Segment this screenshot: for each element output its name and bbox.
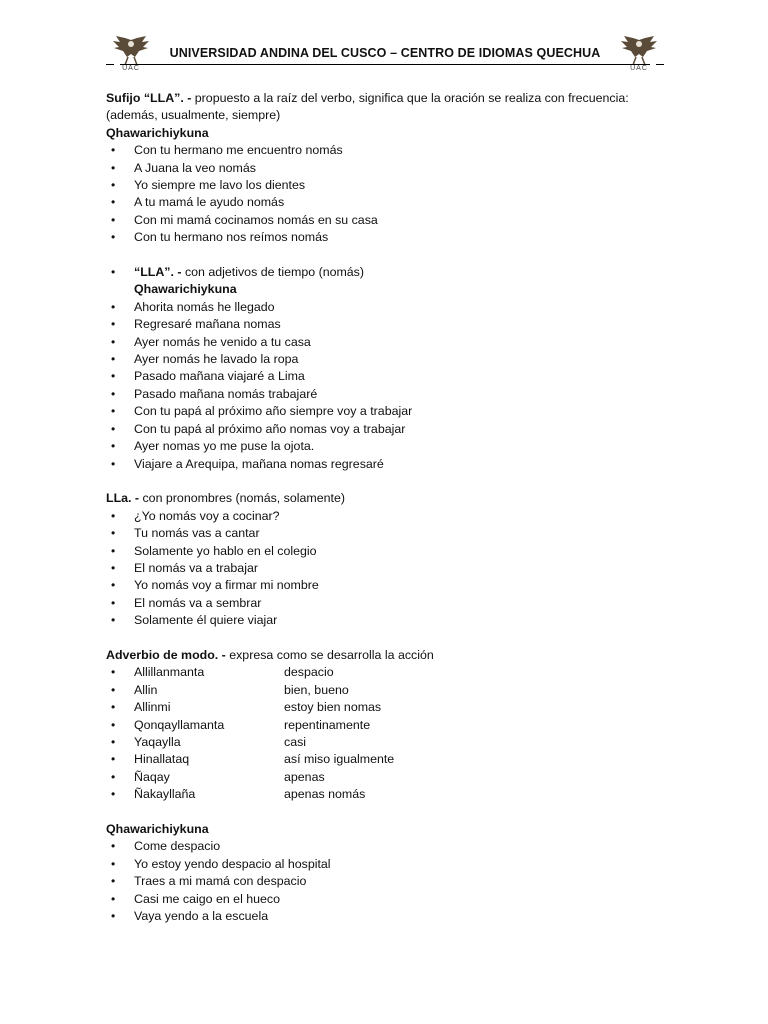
list-item: • Traes a mi mamá con despacio [106, 873, 646, 890]
quechua-term: Allin [134, 682, 158, 697]
list-item: • Pasado mañana nomás trabajaré [106, 386, 646, 403]
spanish-meaning: estoy bien nomas [284, 700, 382, 715]
list-item: • Pasado mañana viajaré a Lima [106, 368, 646, 385]
list-item: • Con mi mamá cocinamos nomás en su casa [106, 212, 646, 229]
list-item: • A Juana la veo nomás [106, 160, 646, 177]
vocab-row [106, 682, 646, 699]
vocab-row [106, 734, 646, 751]
vocab-row [106, 699, 646, 716]
university-logo-left: UAC [110, 36, 152, 70]
list-item: • El nomás va a trabajar [106, 560, 646, 577]
section2-heading-list [106, 264, 646, 281]
section4-intro: Adverbio de modo. - expresa como se desarrolla la acción [106, 647, 434, 662]
section1-list [106, 142, 646, 246]
list-item: • Vaya yendo a la escuela [106, 908, 646, 925]
document-body [106, 90, 646, 925]
spanish-meaning: bien, bueno [284, 682, 349, 697]
list-item: • Con tu hermano nos reímos nomás [106, 229, 646, 246]
spanish-meaning: así miso igualmente [284, 752, 395, 767]
list-item: • Ayer nomás he lavado la ropa [106, 351, 646, 368]
spanish-meaning: apenas nomás [284, 787, 366, 802]
section5-list [106, 838, 646, 925]
list-item: • Ayer nomás he venido a tu casa [106, 334, 646, 351]
list-item: • Yo siempre me lavo los dientes [106, 177, 646, 194]
list-item: • Yo estoy yendo despacio al hospital [106, 856, 646, 873]
vocab-row [106, 664, 646, 681]
quechua-term: Ñaqay [134, 769, 170, 784]
list-item: • Con tu papá al próximo año siempre voy a trabajar [106, 403, 646, 420]
list-item: • Con tu hermano me encuentro nomás [106, 142, 646, 159]
section3-list [106, 508, 646, 630]
list-item: • Solamente yo hablo en el colegio [106, 543, 646, 560]
quechua-term: Hinallataq [134, 752, 190, 767]
list-item: • Ayer nomas yo me puse la ojota. [106, 438, 646, 455]
vocab-row [106, 751, 646, 768]
section1-intro: Sufijo “LLA”. - propuesto a la raíz del verbo, significa que la oración se realiza con frecuencia: [106, 91, 629, 105]
quechua-term: Ñakayllaña [134, 787, 196, 802]
university-logo-right: UAC [618, 36, 660, 70]
section2-intro: • “LLA”. - con adjetivos de tiempo (nomás) [106, 264, 646, 281]
section1-intro-cont: (además, usualmente, siempre) [106, 108, 281, 123]
quechua-term: Yaqaylla [134, 734, 181, 749]
header-rule-left-dash [106, 64, 114, 65]
list-item: • Viajare a Arequipa, mañana nomas regresaré [106, 456, 646, 473]
list-item: • A tu mamá le ayudo nomás [106, 194, 646, 211]
header-rule-right-dash [656, 64, 664, 65]
header-rule [120, 64, 650, 65]
list-item: • Come despacio [106, 838, 646, 855]
spanish-meaning: apenas [284, 769, 325, 784]
quechua-term: Allinmi [134, 700, 171, 715]
section5-subheading: Qhawarichiykuna [106, 822, 209, 836]
section3-intro: LLa. - con pronombres (nomás, solamente) [106, 491, 345, 506]
vocab-row [106, 717, 646, 734]
section2-list [106, 299, 646, 473]
list-item: • Yo nomás voy a firmar mi nombre [106, 577, 646, 594]
spanish-meaning: despacio [284, 665, 334, 680]
section2-subheading: Qhawarichiykuna [134, 282, 237, 297]
section1-subheading: Qhawarichiykuna [106, 125, 209, 140]
list-item: • Ahorita nomás he llegado [106, 299, 646, 316]
list-item: • Tu nomás vas a cantar [106, 525, 646, 542]
list-item: • Solamente él quiere viajar [106, 612, 646, 629]
adverb-vocabulary-list [106, 664, 646, 803]
spanish-meaning: repentinamente [284, 717, 371, 732]
header-title: UNIVERSIDAD ANDINA DEL CUSCO – CENTRO DE IDIOMAS QUECHUA [169, 46, 601, 60]
list-item: • El nomás va a sembrar [106, 595, 646, 612]
spanish-meaning: casi [284, 734, 307, 749]
quechua-term: Allillanmanta [134, 665, 205, 680]
quechua-term: Qonqayllamanta [134, 717, 225, 732]
page-header [106, 36, 664, 76]
list-item: • Casi me caigo en el hueco [106, 891, 646, 908]
list-item: • Regresaré mañana nomas [106, 316, 646, 333]
vocab-row [106, 786, 646, 803]
vocab-row [106, 769, 646, 786]
list-item: • Con tu papá al próximo año nomas voy a trabajar [106, 421, 646, 438]
list-item: • ¿Yo nomás voy a cocinar? [106, 508, 646, 525]
